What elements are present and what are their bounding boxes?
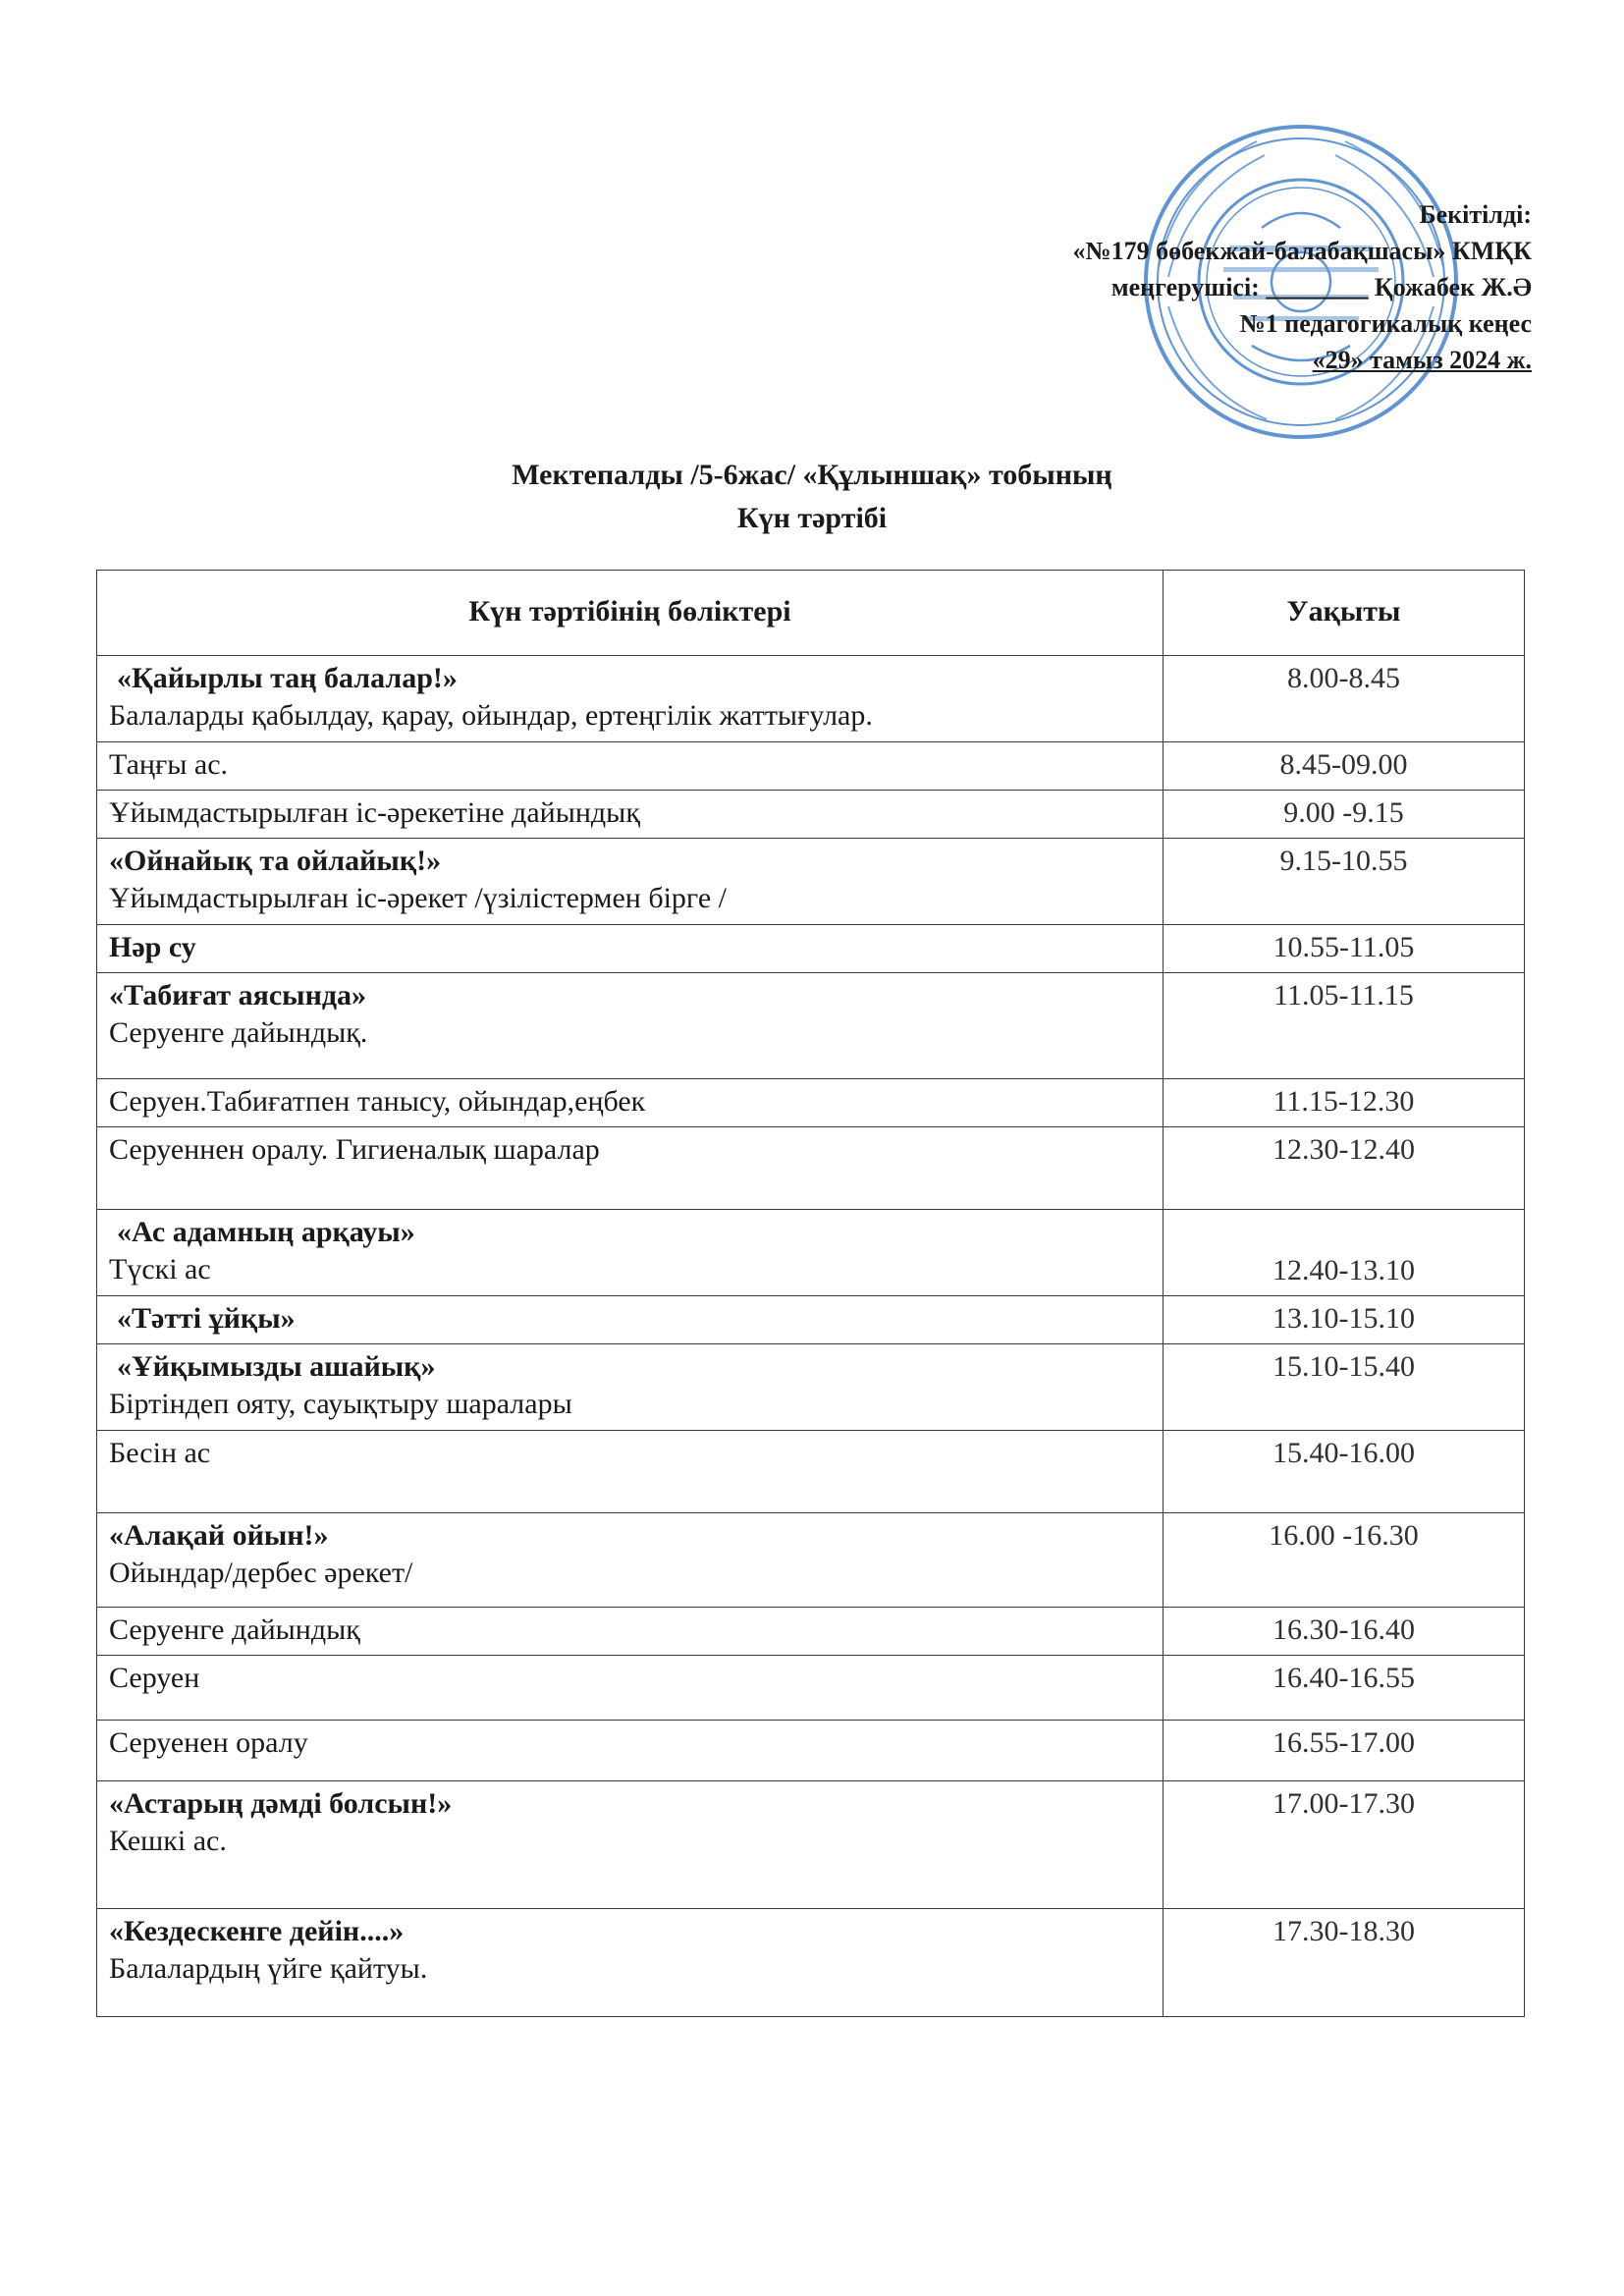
daily-schedule-table — [96, 570, 1525, 2017]
time-cell: 15.40-16.00 — [1164, 1431, 1525, 1513]
approval-date: «29» тамыз 2024 ж. — [1312, 346, 1532, 374]
table-row — [97, 1127, 1525, 1210]
approval-organization: «№179 бөбекжай-балабақшасы» КМҚК — [1072, 237, 1532, 265]
activity-desc: Ойындар/дербес әрекет/ — [109, 1557, 413, 1589]
approval-label: Бекітілді: — [1419, 200, 1532, 229]
activity-desc: Біртіндеп ояту, сауықтыру шаралары — [109, 1388, 572, 1420]
table-row — [97, 791, 1525, 839]
table-row — [97, 1079, 1525, 1127]
time-cell: 16.55-17.00 — [1164, 1721, 1525, 1781]
activity-desc: Түскі ас — [109, 1253, 211, 1285]
activity-desc: Серуенен оралу — [109, 1726, 308, 1759]
table-header-row — [97, 571, 1525, 656]
table-row — [97, 1781, 1525, 1909]
activity-desc: Кешкі ас. — [109, 1825, 227, 1857]
activity-title: Нәр су — [109, 931, 196, 963]
time-cell: 8.00-8.45 — [1164, 656, 1525, 742]
activity-cell — [97, 1721, 1164, 1781]
table-row — [97, 1210, 1525, 1296]
activity-cell — [97, 1781, 1164, 1909]
activity-desc: Бесін ас — [109, 1437, 211, 1469]
activity-title: «Қайырлы таң балалар!» — [117, 662, 458, 694]
activity-title: «Табиғат аясында» — [109, 979, 367, 1011]
activity-cell — [97, 1127, 1164, 1210]
time-cell: 16.00 -16.30 — [1164, 1513, 1525, 1608]
table-row — [97, 742, 1525, 791]
activity-desc: Таңғы ас. — [109, 748, 229, 781]
time-cell: 16.40-16.55 — [1164, 1656, 1525, 1721]
activity-desc: Балалардың үйге қайтуы. — [109, 1952, 428, 1985]
activity-title: «Астарың дәмді болсын!» — [109, 1787, 453, 1820]
time-cell: 9.15-10.55 — [1164, 839, 1525, 925]
activity-cell — [97, 925, 1164, 973]
activity-desc: Ұйымдастырылған іс-әрекетіне дайындық — [109, 796, 640, 829]
approval-block — [825, 196, 1532, 378]
activity-desc: Серуен.Табиғатпен танысу, ойындар,еңбек — [109, 1085, 646, 1118]
time-cell: 12.30-12.40 — [1164, 1127, 1525, 1210]
header-time: Уақыты — [1164, 571, 1525, 656]
activity-desc: Серуен — [109, 1662, 200, 1694]
approval-council: №1 педагогикалық кеңес — [1239, 309, 1532, 338]
activity-cell — [97, 1656, 1164, 1721]
activity-cell — [97, 1608, 1164, 1656]
table-row — [97, 1513, 1525, 1608]
time-cell: 17.00-17.30 — [1164, 1781, 1525, 1909]
activity-cell — [97, 1296, 1164, 1344]
activity-title: «Кездескенге дейін....» — [109, 1915, 405, 1947]
table-row — [97, 1344, 1525, 1431]
table-row — [97, 1608, 1525, 1656]
table-row — [97, 656, 1525, 742]
header-activity: Күн тәртібінің бөліктері — [97, 571, 1164, 656]
activity-desc: Серуеннен оралу. Гигиеналық шаралар — [109, 1133, 600, 1166]
title-line-schedule: Күн тәртібі — [736, 502, 888, 534]
table-row — [97, 1909, 1525, 2017]
activity-cell — [97, 1079, 1164, 1127]
activity-title: «Ұйқымызды ашайық» — [117, 1350, 436, 1383]
table-row — [97, 973, 1525, 1079]
activity-desc: Серуенге дайындық. — [109, 1016, 368, 1049]
activity-title: «Ас адамның арқауы» — [117, 1216, 415, 1248]
time-cell: 9.00 -9.15 — [1164, 791, 1525, 839]
table-row — [97, 1656, 1525, 1721]
activity-cell — [97, 1344, 1164, 1431]
activity-desc: Балаларды қабылдау, қарау, ойындар, ертеңгілік жаттығулар. — [109, 699, 873, 732]
activity-cell — [97, 1909, 1164, 2017]
activity-cell — [97, 1431, 1164, 1513]
table-row — [97, 1296, 1525, 1344]
activity-desc: Ұйымдастырылған іс-әрекет /үзілістермен бірге / — [109, 882, 727, 914]
table-row — [97, 1431, 1525, 1513]
time-cell: 10.55-11.05 — [1164, 925, 1525, 973]
table-row — [97, 1721, 1525, 1781]
page-title — [0, 454, 1624, 540]
title-line-group: Мектепалды /5-6жас/ «Құлыншақ» тобының — [512, 459, 1112, 491]
time-cell: 11.05-11.15 — [1164, 973, 1525, 1079]
activity-title: «Алақай ойын!» — [109, 1519, 329, 1552]
time-cell: 12.40-13.10 — [1164, 1210, 1525, 1296]
activity-cell — [97, 1210, 1164, 1296]
activity-cell — [97, 791, 1164, 839]
time-cell: 11.15-12.30 — [1164, 1079, 1525, 1127]
table-row — [97, 925, 1525, 973]
approval-head-signature: меңгерушісі: ________ Қожабек Ж.Ә — [1110, 273, 1532, 301]
activity-title: «Тәтті ұйқы» — [117, 1302, 296, 1335]
activity-cell — [97, 973, 1164, 1079]
activity-desc: Серуенге дайындық — [109, 1613, 360, 1646]
time-cell: 13.10-15.10 — [1164, 1296, 1525, 1344]
activity-cell — [97, 1513, 1164, 1608]
activity-cell — [97, 839, 1164, 925]
table-row — [97, 839, 1525, 925]
time-cell: 16.30-16.40 — [1164, 1608, 1525, 1656]
time-cell: 15.10-15.40 — [1164, 1344, 1525, 1431]
activity-cell — [97, 656, 1164, 742]
time-cell: 17.30-18.30 — [1164, 1909, 1525, 2017]
activity-title: «Ойнайық та ойлайық!» — [109, 845, 442, 877]
activity-cell — [97, 742, 1164, 791]
time-cell: 8.45-09.00 — [1164, 742, 1525, 791]
